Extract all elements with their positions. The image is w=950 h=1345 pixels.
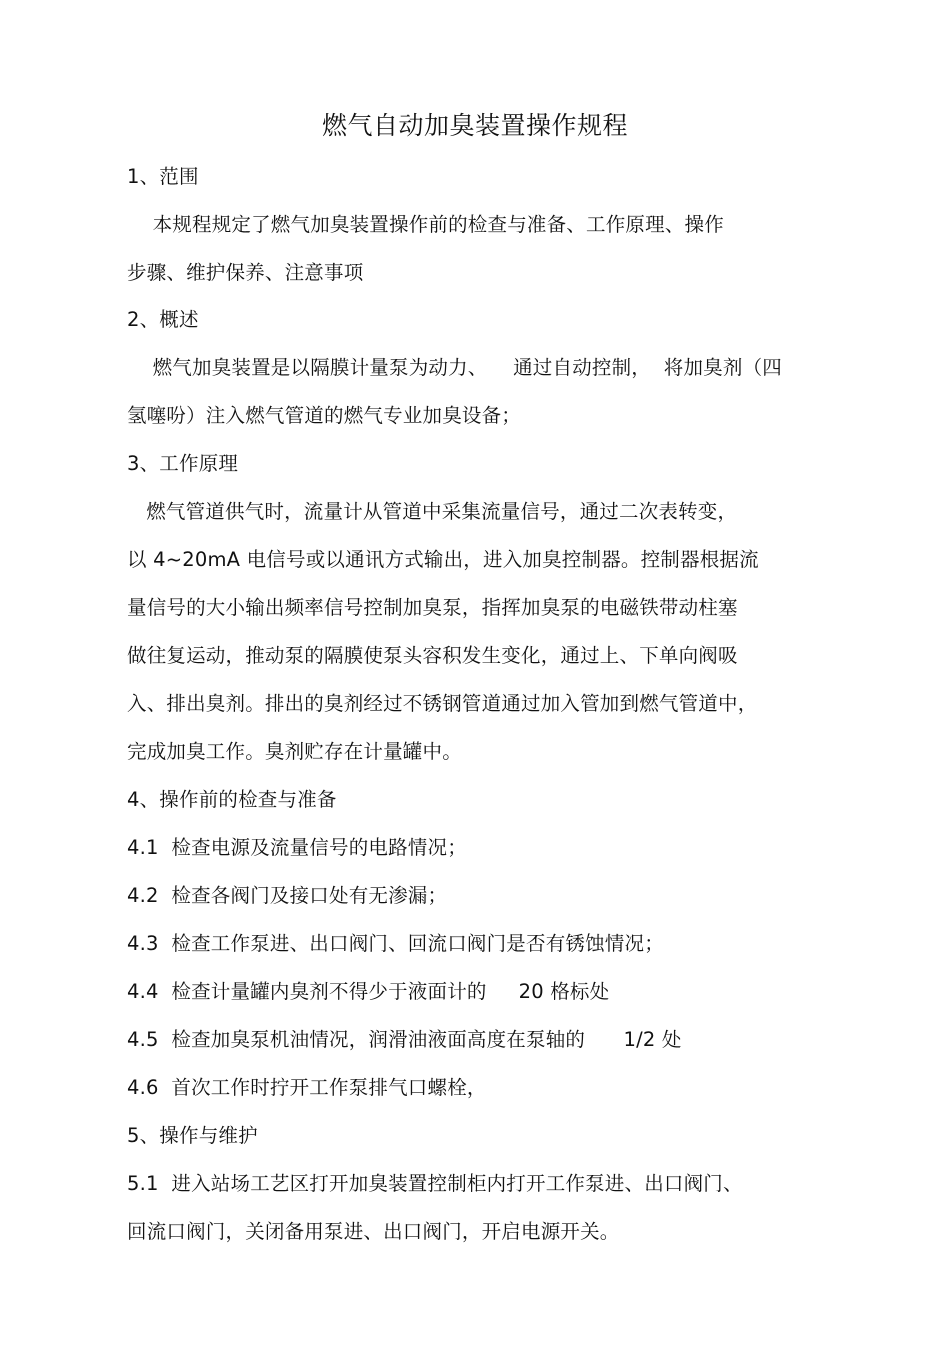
paragraph-line: 做往复运动，推动泵的隔膜使泵头容积发生变化，通过上、下单向阀吸 [127,644,738,667]
paragraph-line: 以 4~20mA 电信号或以通讯方式输出，进入加臭控制器。控制器根据流 [127,548,759,571]
paragraph-line: 燃气加臭装置是以隔膜计量泵为动力、 通过自动控制， 将加臭剂（四 [127,356,782,379]
list-item: 5.1 进入站场工艺区打开加臭装置控制柜内打开工作泵进、出口阀门、 [127,1172,743,1195]
paragraph-line: 量信号的大小输出频率信号控制加臭泵，指挥加臭泵的电磁铁带动柱塞 [127,596,738,619]
section-1-heading: 1、范围 [127,165,199,188]
list-item: 4.2 检查各阀门及接口处有无渗漏； [127,884,448,907]
list-item: 4.1 检查电源及流量信号的电路情况； [127,836,467,859]
list-item: 4.3 检查工作泵进、出口阀门、回流口阀门是否有锈蚀情况； [127,932,664,955]
section-4-heading: 4、操作前的检查与准备 [127,788,337,811]
section-3-heading: 3、工作原理 [127,452,239,475]
paragraph-line: 入、排出臭剂。排出的臭剂经过不锈钢管道通过加入管加到燃气管道中， [127,692,758,715]
paragraph-line: 本规程规定了燃气加臭装置操作前的检查与准备、工作原理、操作 [127,213,724,236]
section-2-heading: 2、概述 [127,308,199,331]
paragraph-line: 氢噻吩）注入燃气管道的燃气专业加臭设备； [127,404,522,427]
paragraph-line: 完成加臭工作。臭剂贮存在计量罐中。 [127,740,462,763]
list-item: 4.5 检查加臭泵机油情况，润滑油液面高度在泵轴的 1/2 处 [127,1028,682,1051]
paragraph-line: 回流口阀门，关闭备用泵进、出口阀门，开启电源开关。 [127,1220,620,1243]
paragraph-line: 步骤、维护保养、注意事项 [127,261,364,284]
document-title: 燃气自动加臭装置操作规程 [321,111,628,140]
list-item: 4.4 检查计量罐内臭剂不得少于液面计的 20 格标处 [127,980,610,1003]
paragraph-line: 燃气管道供气时，流量计从管道中采集流量信号，通过二次表转变， [127,500,738,523]
list-item: 4.6 首次工作时拧开工作泵排气口螺栓， [127,1076,487,1099]
section-5-heading: 5、操作与维护 [127,1124,258,1147]
